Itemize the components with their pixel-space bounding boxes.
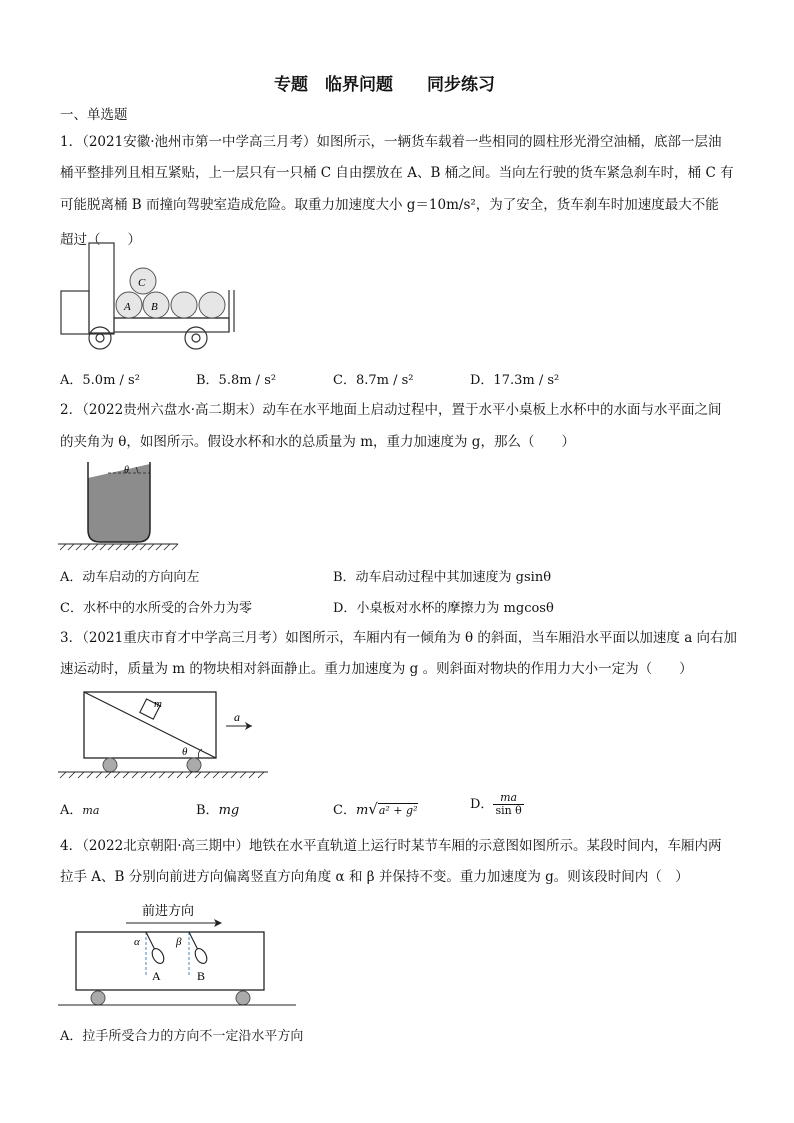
acceleration-label: a	[234, 710, 240, 724]
carriage	[76, 932, 264, 990]
q2-line2: 的夹角为 θ，如图所示。假设水杯和水的总质量为 m，重力加速度为 g，那么（ ）	[60, 434, 575, 450]
q3-option-b	[196, 799, 239, 818]
q1-option-a: A．5.0m / s²	[60, 373, 140, 388]
handle-b-label: B	[197, 969, 206, 983]
truck-wheel-front	[89, 327, 111, 349]
truck-cab-front	[61, 291, 89, 334]
q1-option-d: D．17.3m / s²	[470, 373, 560, 388]
barrel-b-label: B	[151, 301, 158, 313]
barrel-3	[171, 292, 197, 318]
mass-label: m	[154, 698, 162, 710]
q1-truck-figure	[58, 238, 243, 353]
q3-option-d-denominator: sin θ	[495, 804, 522, 817]
handle-b	[193, 947, 209, 966]
q1-line2: 桶平整排列且相互紧贴，上一层只有一只桶 C 自由摆放在 A、B 桶之间。当向左行驶的货车紧急刹车时，桶 C 有	[60, 165, 734, 181]
q3-carriage-figure	[56, 688, 272, 783]
barrel-c-label: C	[138, 277, 146, 289]
q3-option-a	[60, 799, 99, 818]
q3-option-d-label: D．	[470, 797, 494, 812]
q3-option-c-m: m	[355, 803, 369, 818]
q3-option-a-value: ma	[82, 804, 100, 817]
wheel-left	[103, 758, 117, 772]
q3-option-a-label: A．	[60, 803, 83, 818]
q3-option-d	[470, 792, 524, 817]
direction-label: 前进方向	[142, 903, 195, 918]
q2-cup-figure	[58, 462, 183, 554]
strap-a	[146, 932, 155, 950]
q1-line4: 超过（ ）	[60, 232, 141, 248]
beta-label: β	[176, 936, 182, 948]
strap-b	[189, 932, 198, 950]
q1-line1: 1．（2021安徽·池州市第一中学高三月考）如图所示，一辆货车载着一些相同的圆柱形光滑空油桶，底部一层油	[60, 134, 722, 150]
q3-option-c-radicand: a² + g²	[378, 804, 418, 817]
theta-label: θ	[182, 746, 188, 758]
wheel-left	[91, 991, 105, 1005]
q3-option-d-numerator: ma	[493, 792, 523, 805]
q4-subway-figure	[56, 893, 301, 1011]
q2-option-d: D．小桌板对水杯的摩擦力为 mgcosθ	[333, 601, 554, 616]
q4-option-a: A．拉手所受合力的方向不一定沿水平方向	[60, 1029, 304, 1044]
q1-option-c: C．8.7m / s²	[333, 373, 414, 388]
q1-option-b: B．5.8m / s²	[196, 373, 277, 388]
q3-option-b-value: mg	[218, 803, 240, 818]
q3-option-d-fraction	[493, 792, 523, 817]
water	[88, 464, 150, 542]
q4-line1: 4．（2022北京朝阳·高三期中）地铁在水平直轨道上运行时某节车厢的示意图如图所示。某段时间内，车厢内两	[60, 838, 722, 854]
q3-option-b-label: B．	[196, 803, 219, 818]
truck-bed	[114, 318, 229, 332]
q2-option-a: A．动车启动的方向向左	[60, 570, 200, 585]
barrel-a-label: A	[124, 301, 131, 313]
wheel-right	[236, 991, 250, 1005]
q3-line2: 速运动时，质量为 m 的物块相对斜面静止。重力加速度为 g 。则斜面对物块的作用力大小一定为（ ）	[60, 661, 693, 677]
truck-wheel-rear	[185, 327, 207, 349]
truck-cab	[89, 243, 114, 334]
wheel-right	[187, 758, 201, 772]
q3-line1: 3．（2021重庆市育才中学高三月考）如图所示，车厢内有一倾角为 θ 的斜面，当车厢沿水平面以加速度 a 向右加	[60, 630, 738, 646]
q2-option-c: C．水杯中的水所受的合外力为零	[60, 601, 252, 616]
alpha-label: α	[134, 936, 140, 948]
q3-option-c-label: C．	[333, 803, 356, 818]
q3-option-c: C．m√a² + g²	[333, 800, 418, 818]
barrel-4	[199, 292, 225, 318]
handle-a	[150, 947, 166, 966]
page-title: 专题 临界问题 同步练习	[274, 75, 495, 95]
handle-a-label: A	[152, 969, 161, 983]
q4-line2: 拉手 A、B 分别向前进方向偏离竖直方向角度 α 和 β 并保持不变。重力加速度为 g。则该段时间内（ ）	[60, 869, 689, 885]
section-heading: 一、单选题	[60, 107, 128, 123]
q1-line3: 可能脱离桶 B 而撞向驾驶室造成危险。取重力加速度大小 g＝10m/s²，为了安全，货车刹车时加速度最大不能	[60, 197, 719, 213]
q2-option-b: B．动车启动过程中其加速度为 gsinθ	[333, 570, 552, 585]
theta-label: θ	[124, 465, 129, 476]
q2-line1: 2．（2022贵州六盘水·高二期末）动车在水平地面上启动过程中，置于水平小桌板上水杯中的水面与水平面之间	[60, 402, 722, 418]
